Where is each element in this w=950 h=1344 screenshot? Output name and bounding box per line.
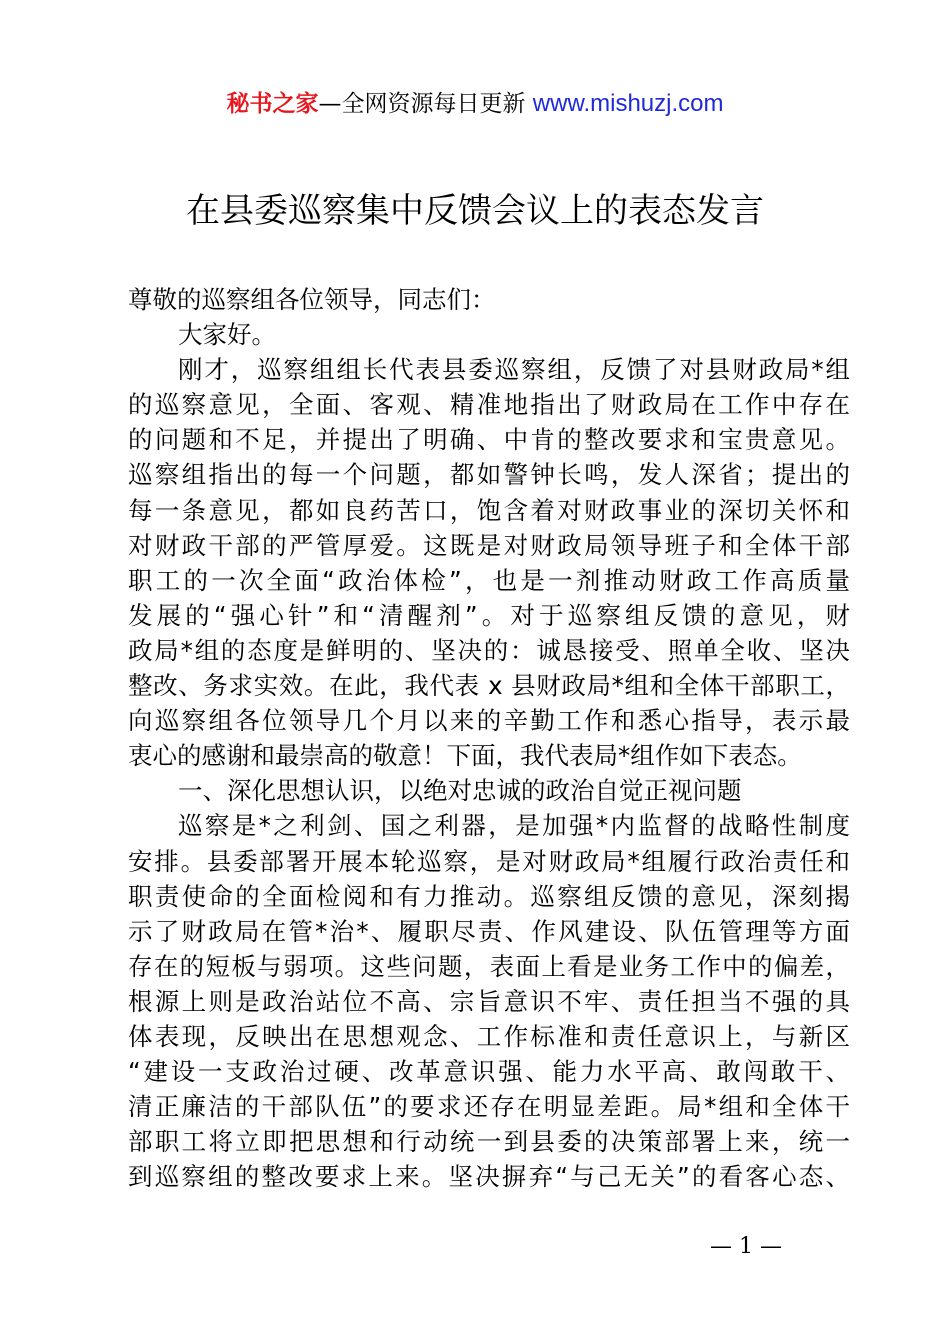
body-line: 职责使命的全面检阅和有力推动。巡察组反馈的意见，深刻揭 — [128, 881, 850, 911]
document-title: 在县委巡察集中反馈会议上的表态发言 — [186, 191, 764, 231]
body-line: 刚才，巡察组组长代表县委巡察组，反馈了对县财政局*组 — [178, 355, 850, 385]
body-line: 政局*组的态度是鲜明的、坚决的：诚恳接受、照单全收、坚决 — [128, 635, 850, 665]
site-url-link[interactable]: www.mishuzj.com — [532, 90, 724, 117]
body-line: 整改、务求实效。在此，我代表 x 县财政局*组和全体干部职工， — [128, 671, 850, 701]
salutation-line: 尊敬的巡察组各位领导，同志们： — [128, 285, 496, 314]
body-line: 根源上则是政治站位不高、宗旨意识不牢、责任担当不强的具 — [128, 986, 850, 1016]
body-line: 职工的一次全面“政治体检”，也是一剂推动财政工作高质量 — [128, 565, 850, 595]
page-number: — 1 — — [710, 1234, 782, 1259]
body-line: 的问题和不足，并提出了明确、中肯的整改要求和宝贵意见。 — [128, 425, 850, 455]
body-line: 清正廉洁的干部队伍”的要求还存在明显差距。局*组和全体干 — [128, 1092, 850, 1122]
body-line: 发展的“强心针”和“清醒剂”。对于巡察组反馈的意见，财 — [128, 600, 850, 630]
body-line: 示了财政局在管*治*、履职尽责、作风建设、队伍管理等方面 — [128, 916, 850, 946]
brand-name: 秘书之家 — [226, 91, 319, 117]
body-line: 每一条意见，都如良药苦口，饱含着对财政事业的深切关怀和 — [128, 495, 850, 525]
document-body — [128, 282, 850, 1194]
body-line: 向巡察组各位领导几个月以来的辛勤工作和悉心指导，表示最 — [128, 706, 850, 736]
body-line: 部职工将立即把思想和行动统一到县委的决策部署上来，统一 — [128, 1127, 850, 1157]
header-slogan: —全网资源每日更新 — [318, 91, 533, 117]
body-line: 衷心的感谢和最崇高的敬意！下面，我代表局*组作如下表态。 — [128, 741, 802, 771]
body-line: 安排。县委部署开展本轮巡察，是对财政局*组履行政治责任和 — [128, 846, 850, 876]
body-line: “建设一支政治过硬、改革意识强、能力水平高、敢闯敢干、 — [128, 1057, 850, 1087]
site-header — [0, 86, 950, 122]
section-heading: 一、深化思想认识，以绝对忠诚的政治自觉正视问题 — [178, 776, 742, 806]
body-line: 巡察是*之利剑、国之利器，是加强*内监督的战略性制度 — [178, 811, 850, 841]
body-line: 的巡察意见，全面、客观、精准地指出了财政局在工作中存在 — [128, 390, 850, 420]
greeting-line: 大家好。 — [178, 320, 276, 350]
body-line: 到巡察组的整改要求上来。坚决摒弃“与己无关”的看客心态、 — [128, 1162, 850, 1192]
body-line: 对财政干部的严管厚爱。这既是对财政局领导班子和全体干部 — [128, 530, 850, 560]
body-line: 体表现，反映出在思想观念、工作标准和责任意识上，与新区 — [128, 1021, 850, 1051]
body-line: 存在的短板与弱项。这些问题，表面上看是业务工作中的偏差， — [128, 951, 850, 981]
body-line: 巡察组指出的每一个问题，都如警钟长鸣，发人深省；提出的 — [128, 460, 850, 490]
